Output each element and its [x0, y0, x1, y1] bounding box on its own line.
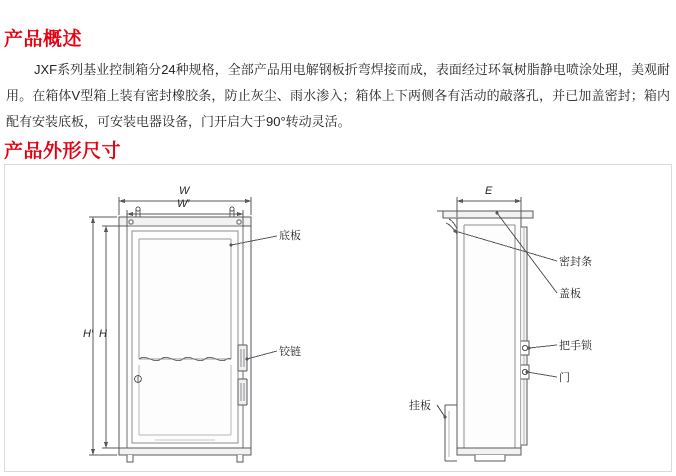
dimension-label-w-inner: W′	[177, 198, 190, 210]
label-hanging-plate: 挂板	[409, 400, 431, 412]
dimension-label-e: E	[485, 185, 493, 197]
label-hinge: 铰链	[279, 346, 301, 358]
label-cover-plate: 盖板	[559, 288, 581, 300]
label-base-plate: 底板	[279, 230, 301, 242]
dimension-label-h-outer: H′	[83, 328, 94, 340]
dimension-label-h-inner: H	[99, 328, 107, 340]
section-title-dimensions: 产品外形尺寸	[4, 140, 122, 162]
dimension-label-w: W	[179, 185, 190, 197]
label-seal-strip: 密封条	[559, 256, 592, 268]
label-handle-lock: 把手锁	[559, 340, 592, 352]
label-door: 门	[559, 372, 570, 384]
technical-drawing	[5, 165, 671, 471]
dimension-figure-panel	[4, 164, 672, 472]
section-title-overview: 产品概述	[4, 28, 83, 50]
overview-paragraph: JXF系列基业控制箱分24种规格，全部产品用电解钢板折弯焊接而成，表面经过环氧树脂静电喷涂处理，美观耐用。在箱体V型箱上装有密封橡胶条，防止灰尘、雨水渗入；箱体上下两侧各有活动的敲落孔，并已加盖密封；箱内配有安装底板，可安装电器设备，门开启大于90°转动灵活。	[6, 62, 670, 129]
